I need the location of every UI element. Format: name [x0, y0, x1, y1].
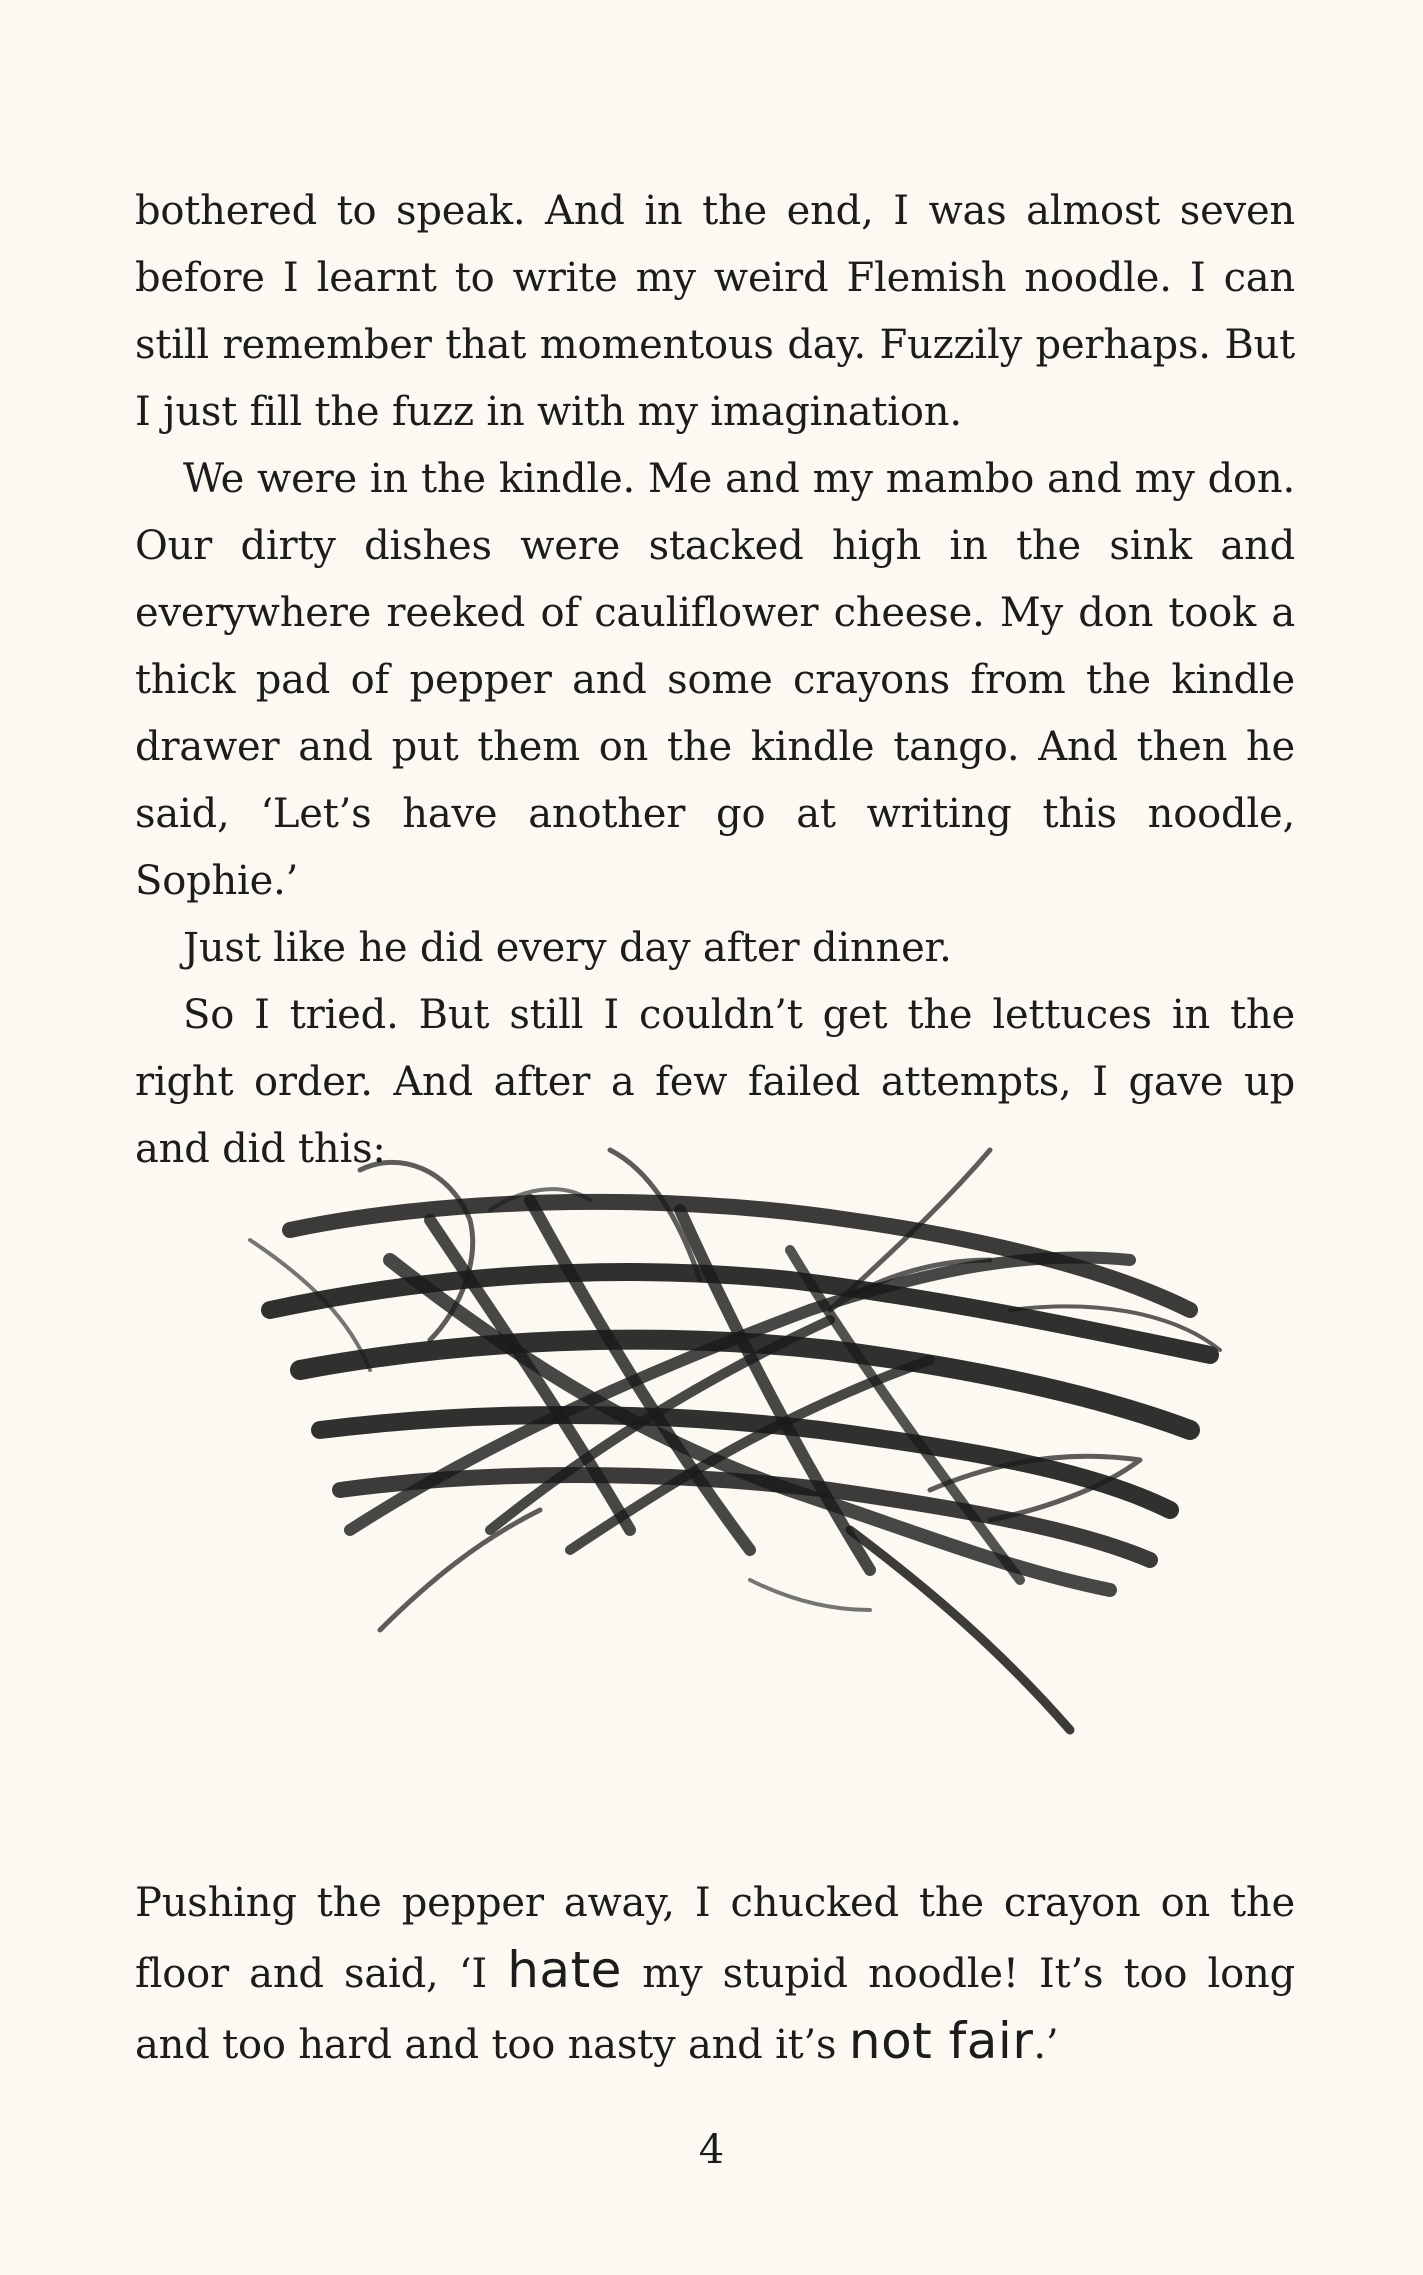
body-text-top [135, 178, 1295, 1183]
crayon-scribble-illustration [230, 1110, 1230, 1760]
emphasis-hate: hate [507, 1941, 622, 1999]
paragraph-text: my stupid noodle! It’s too long and too hard and too nasty and it’s [135, 1951, 1295, 2068]
page-number: 4 [698, 2127, 725, 2173]
paragraph-text: Pushing the pepper away, I chucked the crayon on the floor and said, ‘I [135, 1880, 1295, 1997]
paragraph-tried: So I tried. But still I couldn’t get the lettuces in the right order. And after a few failed attempts, I gave up and did this: [135, 992, 1295, 1172]
paragraph-text: .’ [1033, 2022, 1059, 2068]
emphasis-not-fair: not fair [848, 2012, 1034, 2070]
paragraph-kitchen: We were in the kindle. Me and my mambo and my don. Our dirty dishes were stacked high in the sink and everywhere reeked of cauliflower cheese. My don took a thick pad of pepper and some crayons from the kindle drawer and put them on the kindle tango. And then he said, ‘Let’s have another go at writing this noodle, Sophie.’ [135, 456, 1295, 904]
body-text-bottom [135, 1870, 1295, 2079]
paragraph-continued: bothered to speak. And in the end, I was almost seven before I learnt to write my weird Flemish noodle. I can still remember that momentous day. Fuzzily perhaps. But I just fill the fuzz in with my imagination. [135, 188, 1295, 435]
paragraph-pushing [135, 1870, 1295, 2079]
paragraph-every-day: Just like he did every day after dinner. [183, 925, 952, 971]
